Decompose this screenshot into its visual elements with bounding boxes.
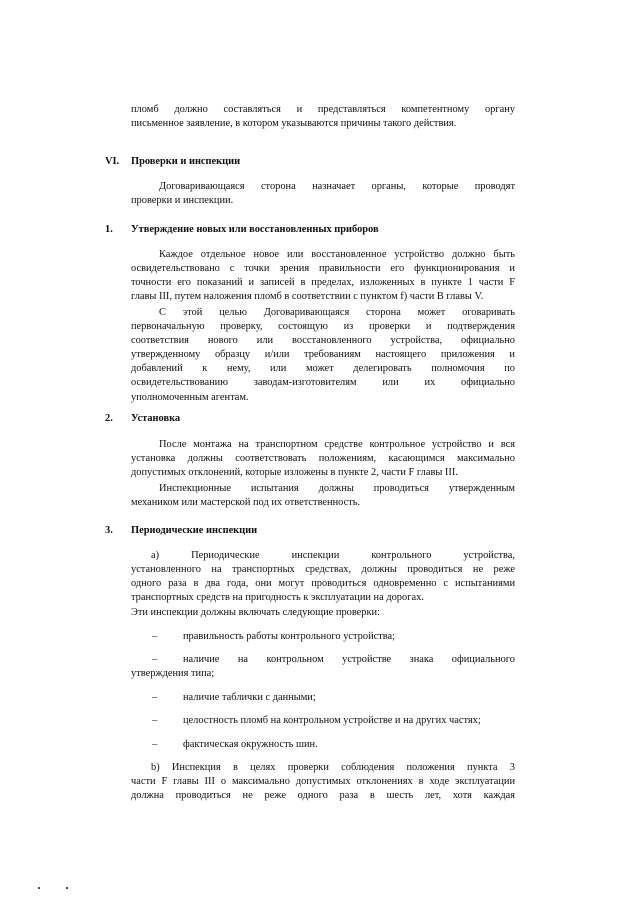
intro-line-2: письменное заявление, в котором указываются причины такого действия. <box>131 118 457 130</box>
s2p2-line: Инспекционные испытания должны проводиться утвержденным <box>159 483 515 494</box>
list-item-5: фактическая окружность шин. <box>183 739 318 750</box>
s1p2-line: добавлений к нему, или может делегировать полномочия по <box>131 363 515 375</box>
section-vi-number: VI. <box>105 156 120 167</box>
s3pa-line: одного раза в два года, они могут проводиться одновременно с испытаниями <box>131 578 515 590</box>
section-1-title: Утверждение новых или восстановленных приборов <box>131 224 379 235</box>
s2p2-line: механиком или мастерской под их ответственность. <box>131 497 361 509</box>
s1p2-line: С этой целью Договаривающаяся сторона может оговаривать <box>159 307 515 318</box>
list-dash: – <box>152 631 158 642</box>
s3pa-line: установленного на транспортных средствах, должны проводиться не реже <box>131 564 515 576</box>
s1p1-line: главы III, путем наложения пломб в соответствии с пунктом f) части В главы V. <box>131 291 484 303</box>
section-3-paragraph-a <box>131 549 515 605</box>
list-item-2 <box>131 653 515 681</box>
s1p2-line: уполномоченным агентам. <box>131 391 249 403</box>
s1p1-line: освидетельствовано с точки зрения правильности его функционирования и <box>131 263 515 275</box>
s3pa-line: а) Периодические инспекции контрольного устройства, <box>151 550 515 561</box>
list-dash: – <box>152 715 158 726</box>
list-item-1: правильность работы контрольного устройства; <box>183 631 396 642</box>
list-item-2-line: утверждения типа; <box>131 668 215 680</box>
section-vi-line-2: проверки и инспекции. <box>131 195 234 207</box>
list-dash: – <box>152 654 158 665</box>
s2p1-line: После монтажа на транспортном средстве контрольное устройство и вся <box>159 439 515 450</box>
list-intro: Эти инспекции должны включать следующие проверки: <box>131 607 380 618</box>
section-2-paragraph-1 <box>131 438 515 480</box>
s3pb-line: b) Инспекция в целях проверки соблюдения положения пункта 3 <box>151 762 515 773</box>
s2p1-line: установка должны соответствовать положениям, касающимся максимально <box>131 453 515 465</box>
section-3-paragraph-b <box>131 761 515 803</box>
s1p2-line: утвержденному образцу и/или требованиям настоящего приложения и <box>131 349 515 361</box>
s3pa-line: транспортных средств на пригодность к эксплуатации на дорогах. <box>131 592 424 604</box>
section-2-number: 2. <box>105 413 113 424</box>
s3pb-line: части F главы III о максимально допустимых отклонениях в ходе эксплуатации <box>131 776 515 788</box>
section-2-paragraph-2 <box>131 482 515 510</box>
list-item-3: наличие таблички с данными; <box>183 692 316 703</box>
scan-speck <box>66 887 68 889</box>
section-3-number: 3. <box>105 525 113 536</box>
list-dash: – <box>152 692 158 703</box>
section-1-number: 1. <box>105 224 113 235</box>
section-3-title: Периодические инспекции <box>131 525 258 536</box>
intro-paragraph <box>131 103 515 131</box>
section-vi-line-1: Договаривающаяся сторона назначает органы, которые проводят <box>159 181 515 192</box>
s3pb-line: должна проводиться не реже одного раза в шесть лет, хотя каждая <box>131 790 515 802</box>
s1p2-line: освидетельствованию заводам-изготовителям или их официально <box>131 377 515 389</box>
scan-speck <box>38 887 40 889</box>
s2p1-line: допустимых отклонений, которые изложены в пункте 2, части F главы III. <box>131 467 458 479</box>
section-1-paragraph-2 <box>131 306 515 405</box>
section-vi-title: Проверки и инспекции <box>131 156 241 167</box>
list-dash: – <box>152 739 158 750</box>
list-item-4: целостность пломб на контрольном устройстве и на других частях; <box>183 715 481 726</box>
section-1-paragraph-1 <box>131 248 515 304</box>
section-2-title: Установка <box>131 413 181 424</box>
s1p2-line: первоначальную проверку, состоящую из проверки и подтверждения <box>131 321 515 333</box>
intro-line-1: пломб должно составляться и представляться компетентному органу <box>131 104 515 115</box>
s1p2-line: соответствия нового или восстановленного устройства, официально <box>131 335 515 347</box>
list-item-2-line: наличие на контрольном устройстве знака официального <box>183 654 515 665</box>
s1p1-line: точности его показаний и записей в пределах, изложенных в пункте 1 части F <box>131 277 515 289</box>
s1p1-line: Каждое отдельное новое или восстановленное устройство должно быть <box>159 249 515 260</box>
section-vi-paragraph <box>131 180 515 208</box>
